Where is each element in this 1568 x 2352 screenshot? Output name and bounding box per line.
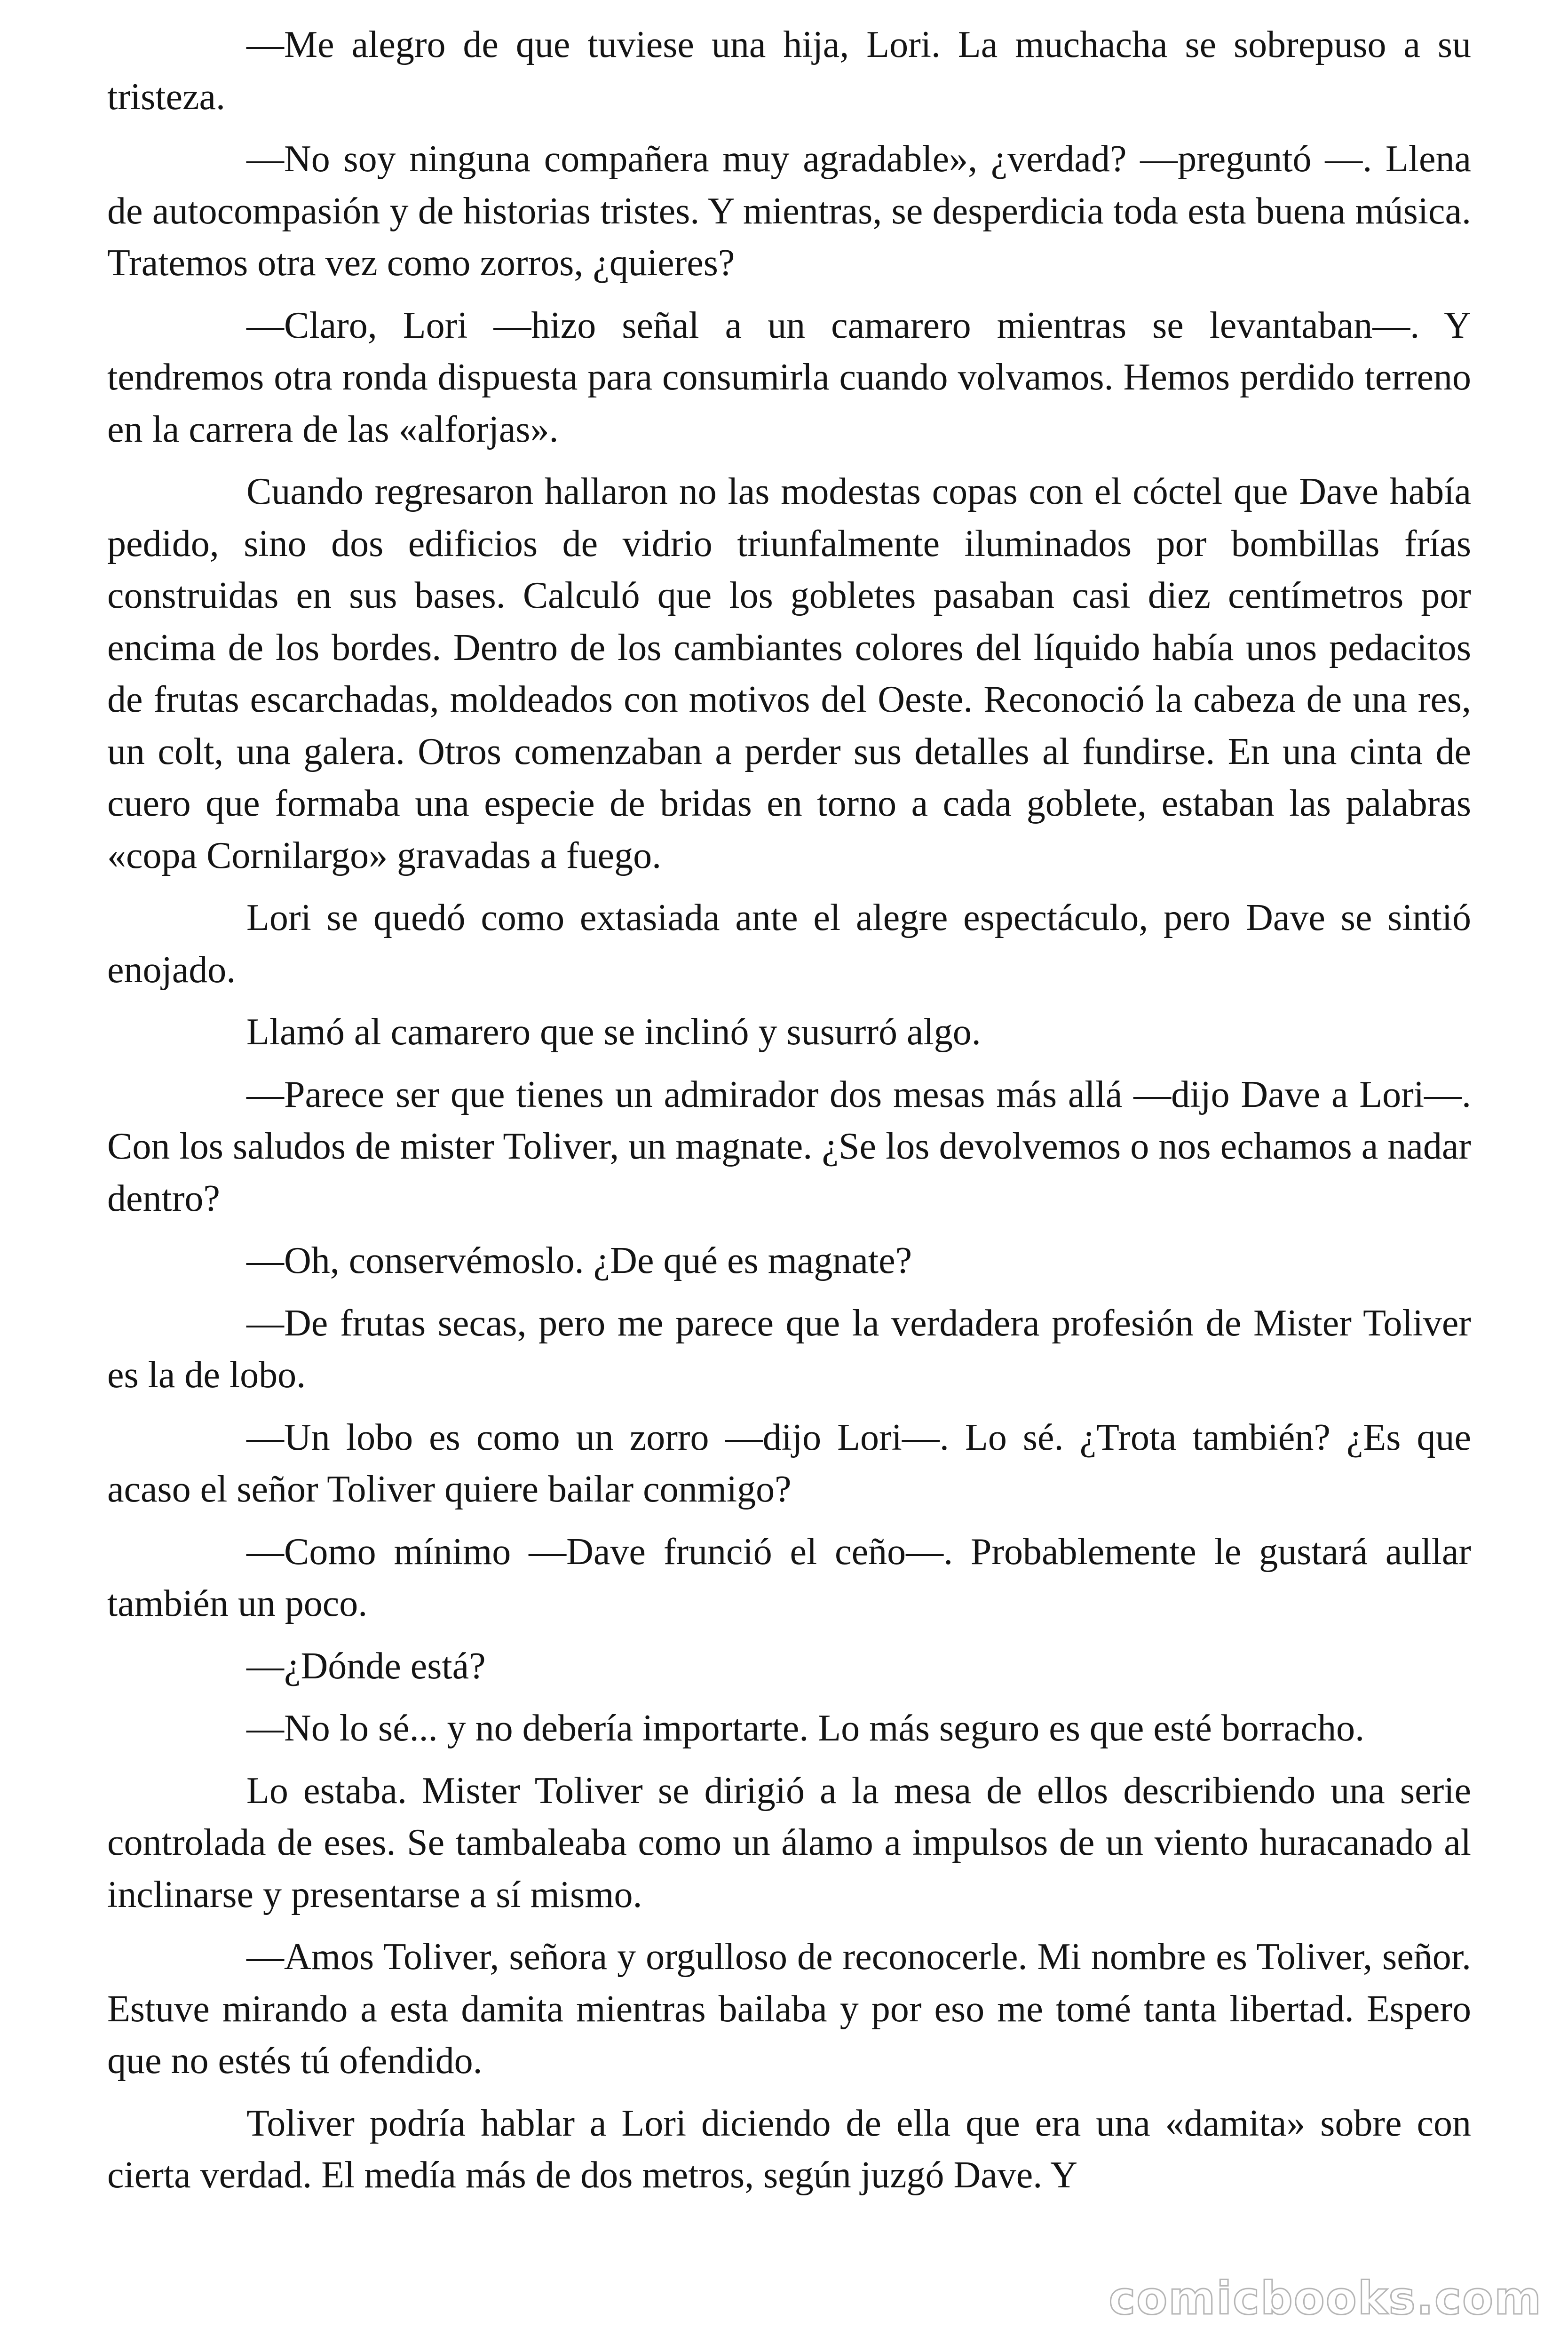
paragraph-9: —De frutas secas, pero me parece que la verdadera profesión de Mister Toliver es la de lobo.: [107, 1302, 1471, 1396]
paragraph-15: —Amos Toliver, señora y orgulloso de reconocerle. Mi nombre es Toliver, señor. Estuve mirando a esta damita mientras bailaba y por eso me tomé tanta libertad. Espero que no estés tú ofendido.: [107, 1936, 1471, 2082]
paragraph-11: —Como mínimo —Dave frunció el ceño—. Probablemente le gustará aullar también un poco.: [107, 1531, 1471, 1624]
paragraph-16: Toliver podría hablar a Lori diciendo de ella que era una «damita» sobre con cierta verdad. El medía más de dos metros, según juzgó Dave. Y: [107, 2102, 1471, 2196]
paragraph-12: —¿Dónde está?: [246, 1645, 486, 1687]
paragraph-14: Lo estaba. Mister Toliver se dirigió a la mesa de ellos describiendo una serie controlada de eses. Se tambaleaba como un álamo a impulsos de un viento huracanado al inclinarse y presentarse a sí mismo.: [107, 1770, 1471, 1915]
paragraph-6: Llamó al camarero que se inclinó y susurró algo.: [246, 1011, 981, 1053]
paragraph-3: —Claro, Lori —hizo señal a un camarero mientras se levantaban—. Y tendremos otra ronda dispuesta para consumirla cuando volvamos. Hemos perdido terreno en la carrera de las «alforjas».: [107, 304, 1471, 450]
paragraph-13: —No lo sé... y no debería importarte. Lo más seguro es que esté borracho.: [246, 1708, 1365, 1749]
paragraph-5: Lori se quedó como extasiada ante el alegre espectáculo, pero Dave se sintió enojado.: [107, 897, 1471, 991]
paragraph-1: —Me alegro de que tuviese una hija, Lori. La muchacha se sobrepuso a su tristeza.: [107, 24, 1471, 118]
paragraph-10: —Un lobo es como un zorro —dijo Lori—. Lo sé. ¿Trota también? ¿Es que acaso el señor Toliver quiere bailar conmigo?: [107, 1416, 1471, 1510]
paragraph-7: —Parece ser que tienes un admirador dos mesas más allá —dijo Dave a Lori—. Con los saludos de mister Toliver, un magnate. ¿Se los devolvemos o nos echamos a nadar dentro?: [107, 1073, 1471, 1219]
paragraph-8: —Oh, conservémoslo. ¿De qué es magnate?: [246, 1240, 912, 1281]
paragraph-2: —No soy ninguna compañera muy agradable», ¿verdad? —preguntó —. Llena de autocompasión y de historias tristes. Y mientras, se desperdicia toda esta buena música. Tratemos otra vez como zorros, ¿quieres?: [107, 138, 1471, 284]
book-page: [107, 19, 1471, 2212]
site-watermark: comicbooks.com: [1109, 2272, 1542, 2325]
paragraph-4: Cuando regresaron hallaron no las modestas copas con el cóctel que Dave había pedido, sino dos edificios de vidrio triunfalmente iluminados por bombillas frías construidas en sus bases. Calculó que los gobletes pasaban casi diez centímetros por encima de los bordes. Dentro de los cambiantes colores del líquido había unos pedacitos de frutas escarchadas, moldeados con motivos del Oeste. Reconoció la cabeza de una res, un colt, una galera. Otros comenzaban a perder sus detalles al fundirse. En una cinta de cuero que formaba una especie de bridas en torno a cada goblete, estaban las palabras «copa Cornilargo» gravadas a fuego.: [107, 471, 1471, 876]
